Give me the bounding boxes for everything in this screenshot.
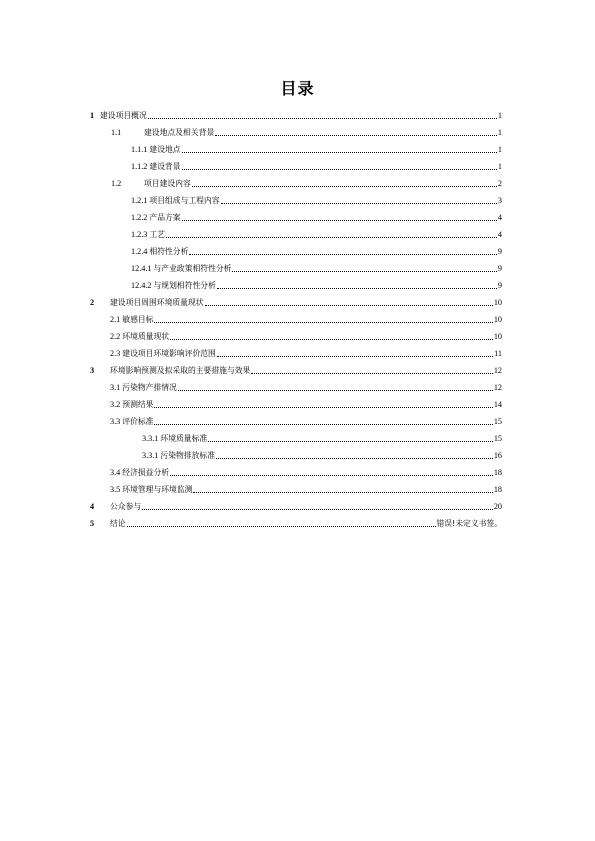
dot-leader	[182, 151, 497, 153]
toc-entry-label: 环境管理与环境监测	[122, 485, 193, 494]
dot-leader	[189, 253, 497, 255]
toc-entry-page: 15	[493, 434, 502, 443]
toc-entry-label: 公众参与	[110, 502, 142, 511]
toc-entry-number: 3	[90, 366, 95, 375]
toc-entry-number: 3.5	[110, 485, 121, 494]
toc-entry-page: 16	[493, 451, 502, 460]
toc-entry-label: 项目组成与工程内容	[149, 196, 220, 205]
toc-entry-number: 3.2	[110, 400, 121, 409]
toc-entry-label: 工艺	[149, 230, 166, 239]
toc-entry[interactable]	[90, 121, 502, 138]
toc-entry-number: 1	[90, 111, 95, 120]
toc-entry-page: 4	[497, 213, 502, 222]
toc-entry[interactable]	[90, 308, 502, 325]
toc-entry[interactable]	[90, 427, 502, 444]
dot-leader	[148, 117, 497, 119]
toc-entry-label: 项目建设内容	[144, 179, 191, 188]
dot-leader	[170, 474, 493, 476]
toc-entry-page: 18	[493, 468, 502, 477]
toc-entry-number: 5	[90, 519, 95, 528]
toc-entry[interactable]	[90, 325, 502, 342]
toc-entry[interactable]	[90, 223, 502, 240]
toc-entry-page: 15	[493, 417, 502, 426]
toc-entry-page: 2	[497, 179, 502, 188]
dot-leader	[205, 304, 493, 306]
toc-entry-page: 18	[493, 485, 502, 494]
toc-entry[interactable]	[90, 342, 502, 359]
dot-leader	[170, 338, 493, 340]
toc-entry-page: 1	[497, 111, 502, 120]
toc-entry-label: 相符性分析	[149, 247, 189, 256]
toc-entry-number: 3.3.1	[142, 434, 159, 443]
toc-entry-label: 与产业政策相符性分析	[153, 264, 232, 273]
toc-entry-label: 污染物产排情况	[122, 383, 177, 392]
toc-entry-number: 2.2	[110, 332, 121, 341]
dot-leader	[178, 389, 493, 391]
toc-entry-page: 10	[493, 298, 502, 307]
toc-entry[interactable]	[90, 376, 502, 393]
toc-entry[interactable]	[90, 138, 502, 155]
dot-leader	[193, 491, 492, 493]
toc-entry[interactable]	[90, 155, 502, 172]
toc-entry-number: 12.4.2	[131, 281, 152, 290]
toc-entry-number: 1.1.2	[131, 162, 148, 171]
toc-entry-number: 1.1	[111, 128, 122, 137]
toc-entry[interactable]	[90, 240, 502, 257]
dot-leader	[251, 372, 492, 374]
dot-leader	[192, 185, 497, 187]
dot-leader	[232, 270, 496, 272]
toc-entry[interactable]	[90, 444, 502, 461]
toc-entry-number: 1.2.1	[131, 196, 148, 205]
toc-entry-label: 建设项目概况	[100, 111, 147, 120]
toc-entry-page: 3	[497, 196, 502, 205]
toc-entry[interactable]	[90, 478, 502, 495]
toc-entry-number: 2	[90, 298, 95, 307]
toc-entry-label: 预测结果	[122, 400, 154, 409]
dot-leader	[221, 202, 497, 204]
dot-leader	[216, 457, 493, 459]
toc-entry-page: 错误!未定义书签。	[436, 519, 502, 528]
table-of-contents	[90, 104, 502, 529]
toc-entry-number: 3.3	[110, 417, 121, 426]
toc-entry-page: 12	[493, 366, 502, 375]
dot-leader	[182, 219, 497, 221]
toc-entry[interactable]	[90, 359, 502, 376]
toc-entry[interactable]	[90, 393, 502, 410]
toc-entry-label: 经济损益分析	[122, 468, 170, 477]
toc-entry-page: 12	[493, 383, 502, 392]
toc-entry-page: 9	[497, 281, 502, 290]
toc-title: 目录	[280, 79, 315, 98]
toc-entry-page: 1	[497, 145, 502, 154]
toc-entry-label: 敏感目标	[122, 315, 154, 324]
toc-entry-page: 4	[497, 230, 502, 239]
toc-entry-page: 11	[494, 349, 502, 358]
dot-leader	[166, 236, 497, 238]
dot-leader	[154, 321, 492, 323]
toc-entry-page: 10	[493, 332, 502, 341]
dot-leader	[154, 423, 492, 425]
toc-entry[interactable]	[90, 461, 502, 478]
toc-entry-label: 环境影响预测及拟采取的主要措施与效果	[110, 366, 251, 375]
toc-entry-label: 环境质量现状	[122, 332, 170, 341]
toc-entry-label: 与规划相符性分析	[153, 281, 216, 290]
toc-entry-label: 建设项目周围环境质量现状	[110, 298, 204, 307]
dot-leader	[208, 440, 493, 442]
toc-entry-label: 环境质量标准	[160, 434, 208, 443]
toc-entry-page: 1	[497, 128, 502, 137]
toc-entry-number: 2.1	[110, 315, 121, 324]
toc-entry-label: 污染物排放标准	[160, 451, 215, 460]
toc-entry[interactable]	[90, 410, 502, 427]
toc-entry-page: 1	[497, 162, 502, 171]
dot-leader	[217, 287, 497, 289]
toc-entry[interactable]	[90, 512, 502, 529]
toc-entry-label: 建设项目环境影响评价范围	[122, 349, 216, 358]
toc-entry-page: 9	[497, 247, 502, 256]
toc-entry-label: 建设地点	[149, 145, 181, 154]
toc-entry-page: 9	[497, 264, 502, 273]
toc-entry-label: 产品方案	[149, 213, 181, 222]
toc-entry-number: 3.4	[110, 468, 121, 477]
toc-entry-number: 1.2.4	[131, 247, 148, 256]
toc-entry-label: 评价标准	[122, 417, 154, 426]
toc-entry-number: 12.4.1	[131, 264, 152, 273]
toc-entry-number: 1.2.2	[131, 213, 148, 222]
toc-entry[interactable]	[90, 257, 502, 274]
dot-leader	[215, 134, 497, 136]
dot-leader	[182, 168, 497, 170]
toc-entry[interactable]	[90, 189, 502, 206]
dot-leader	[142, 508, 493, 510]
toc-entry-number: 4	[90, 502, 95, 511]
toc-entry-label: 建设地点及相关背景	[144, 128, 215, 137]
toc-entry-page: 20	[493, 502, 502, 511]
toc-entry-number: 1.2.3	[131, 230, 148, 239]
toc-entry[interactable]	[90, 291, 502, 308]
toc-entry-label: 结论	[110, 519, 126, 528]
dot-leader	[127, 525, 436, 527]
toc-entry[interactable]	[90, 495, 502, 512]
toc-entry[interactable]	[90, 104, 502, 121]
toc-entry-number: 2.3	[110, 349, 121, 358]
toc-entry-page: 10	[493, 315, 502, 324]
toc-entry-page: 14	[493, 400, 502, 409]
toc-entry-number: 3.3.1	[142, 451, 159, 460]
toc-entry[interactable]	[90, 172, 502, 189]
toc-entry-number: 1.1.1	[131, 145, 148, 154]
dot-leader	[154, 406, 492, 408]
toc-entry[interactable]	[90, 274, 502, 291]
toc-entry-label: 建设背景	[149, 162, 181, 171]
toc-entry[interactable]	[90, 206, 502, 223]
toc-entry-number: 1.2	[111, 179, 122, 188]
dot-leader	[217, 355, 493, 357]
toc-entry-number: 3.1	[110, 383, 121, 392]
